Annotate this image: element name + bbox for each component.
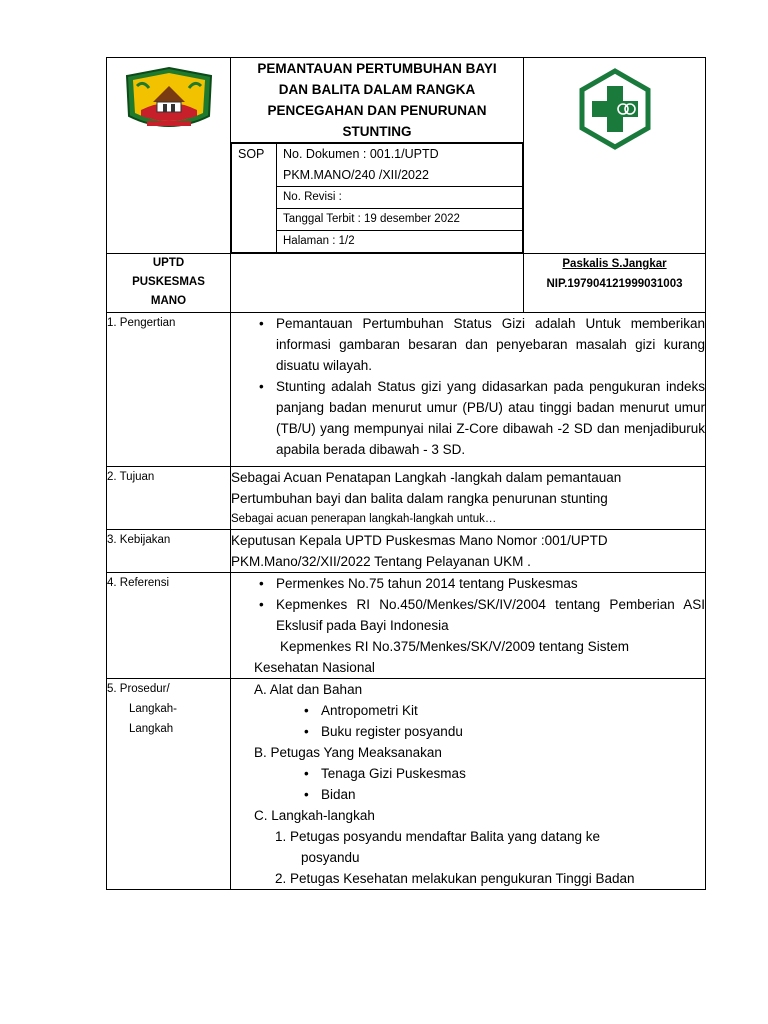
prosedur-c-label: C. Langkah-langkah [254,808,375,823]
section-label-referensi: 4. Referensi [107,573,231,679]
regency-emblem-icon [123,66,215,134]
section-label-tujuan: 2. Tujuan [107,467,231,530]
prosedur-b-label: B. Petugas Yang Meaksanakan [254,745,442,760]
left-logo-cell [107,58,231,254]
organization-name-cell [107,254,231,313]
prosedur-a-item-1: • Antropometri Kit [306,700,705,721]
section-content-tujuan [231,467,706,530]
referensi-extra-line-1: Kepmenkes RI No.375/Menkes/SK/V/2009 tentang Sistem [280,639,629,654]
org-line-1: UPTD [152,257,185,269]
prosedur-label-line-1: 5. Prosedur/ [107,683,170,695]
referensi-item-1: • Permenkes No.75 tahun 2014 tentang Puskesmas [261,573,705,594]
section-content-pengertian [231,313,706,467]
issue-date: Tanggal Terbit : 19 desember 2022 [277,209,523,231]
referensi-item-2: • Kepmenkes RI No.450/Menkes/SK/IV/2004 tentang Pemberian ASI Ekslusif pada Bayi Indonesia [261,594,705,636]
prosedur-c-step-1-line-2: posyandu [301,850,360,865]
right-logo-cell [524,58,706,254]
page-number: Halaman : 1/2 [277,231,523,253]
sop-document-table [106,57,706,890]
document-info-table [231,143,523,253]
title-line-4: STUNTING [342,124,412,139]
tujuan-line-2: Pertumbuhan bayi dan balita dalam rangka penurunan stunting [231,491,608,506]
prosedur-c-step-2: 2. Petugas Kesehatan melakukan pengukuran Tinggi Badan [275,871,635,886]
puskesmas-cross-logo-icon [574,68,656,150]
prosedur-c-step-1-line-1: 1. Petugas posyandu mendaftar Balita yang datang ke [275,829,600,844]
section-content-kebijakan [231,530,706,573]
title-line-3: PENCEGAHAN DAN PENURUNAN [267,103,487,118]
title-line-1: PEMANTAUAN PERTUMBUHAN BAYI [257,61,497,76]
org-line-2: PUSKESMAS [132,276,205,288]
section-content-prosedur [231,679,706,890]
doc-number-line-1: No. Dokumen : 001.1/UPTD [283,147,439,161]
revision-number: No. Revisi : [277,187,523,209]
prosedur-label-line-2: Langkah- [129,703,177,715]
tujuan-line-1: Sebagai Acuan Penatapan Langkah -langkah dalam pemantauan [231,470,622,485]
kebijakan-line-2: PKM.Mano/32/XII/2022 Tentang Pelayanan UKM . [231,554,531,569]
title-line-2: DAN BALITA DALAM RANGKA [278,82,476,97]
prosedur-b-item-2: • Bidan [306,784,705,805]
prosedur-label-line-3: Langkah [129,723,174,735]
tujuan-line-3: Sebagai acuan penerapan langkah-langkah untuk… [231,513,497,525]
signer-nip: NIP.197904121999031003 [546,278,683,290]
pengertian-item-1: • Pemantauan Pertumbuhan Status Gizi adalah Untuk memberikan informasi gambaran besaran dan penyebaran masalah gizi kurang disuatu wilayah. [261,313,705,376]
sop-label: SOP [232,144,277,253]
section-label-pengertian: 1. Pengertian [107,313,231,467]
referensi-extra-line-2: Kesehatan Nasional [254,660,375,675]
org-line-3: MANO [150,295,187,307]
doc-number-line-2: PKM.MANO/240 /XII/2022 [283,168,429,182]
kebijakan-line-1: Keputusan Kepala UPTD Puskesmas Mano Nomor :001/UPTD [231,533,608,548]
section-label-kebijakan: 3. Kebijakan [107,530,231,573]
prosedur-a-label: A. Alat dan Bahan [254,682,363,697]
pengertian-item-2: • Stunting adalah Status gizi yang didasarkan pada pengukuran indeks panjang badan menurut umur (PB/U) atau tinggi badan menurut umur (TB/U) yang mempunyai nilai Z-Core dibawah -2 SD dan menjadiburuk apabila berada dibawah - 3 SD. [261,376,705,460]
signature-cell [524,254,706,313]
prosedur-b-item-1: • Tenaga Gizi Puskesmas [306,763,705,784]
title-cell [231,58,524,254]
blank-cell [231,254,524,313]
section-content-referensi [231,573,706,679]
prosedur-a-item-2: • Buku register posyandu [306,721,705,742]
signer-name: Paskalis S.Jangkar [562,258,667,270]
section-label-prosedur [107,679,231,890]
